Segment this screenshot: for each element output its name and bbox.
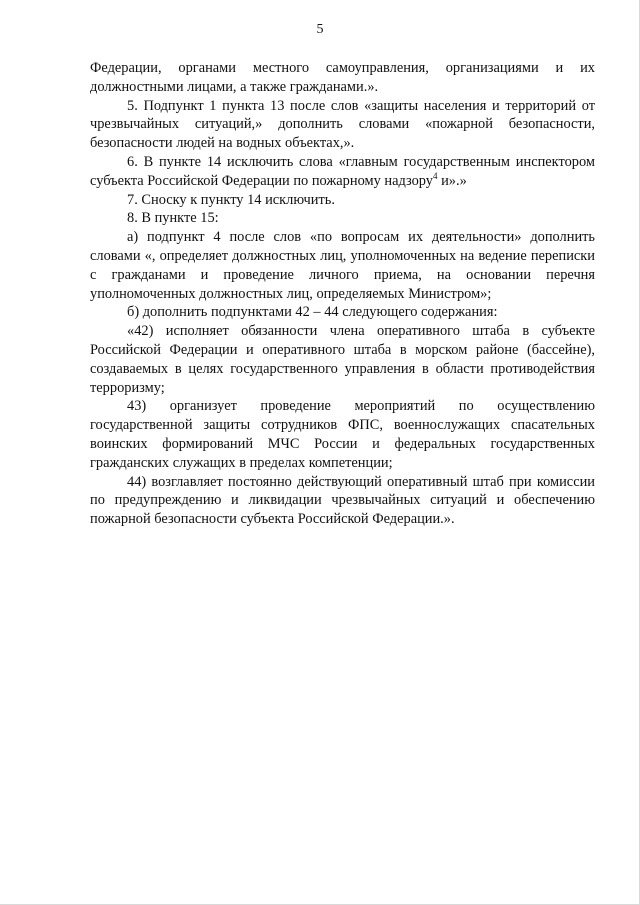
footnote-mark: 4: [433, 170, 438, 181]
paragraph-item-6: [90, 153, 595, 191]
paragraph-item-6-tail: и».»: [437, 172, 467, 189]
subparagraph-a: а) подпункт 4 после слов «по вопросам их деятельности» дополнить словами «, определяет должностных лиц, уполномоченных на ведение переписки с гражданами и проведение личного приема, на основании перечня уполномоченных должностных лиц, определяемых Министром»;: [90, 229, 595, 302]
document-body: [90, 59, 595, 529]
subparagraph-42: «42) исполняет обязанности члена оперативного штаба в субъекте Российской Федерации и оперативного штаба в морском районе (бассейне), создаваемых в целях государственного управления в области противодействия терроризму;: [90, 323, 595, 396]
paragraph-item-8: 8. В пункте 15:: [127, 210, 219, 227]
paragraph-item-5: 5. Подпункт 1 пункта 13 после слов «защиты населения и территорий от чрезвычайных ситуаций,» дополнить словами «пожарной безопасности, безопасности людей на водных объектах,».: [90, 97, 595, 152]
subparagraph-43: 43) организует проведение мероприятий по осуществлению государственной защиты сотрудников ФПС, военнослужащих спасательных воинских формирований МЧС России и федеральных государственных гражданских служащих в пределах компетенции;: [90, 398, 595, 471]
paragraph-continuation: Федерации, органами местного самоуправления, организациями и их должностными лицами, а также гражданами.».: [90, 60, 595, 95]
subparagraph-b: б) дополнить подпунктами 42 – 44 следующего содержания:: [127, 304, 498, 321]
subparagraph-44: 44) возглавляет постоянно действующий оперативный штаб при комиссии по предупреждению и ликвидации чрезвычайных ситуаций и обеспечению пожарной безопасности субъекта Российской Федерации.».: [90, 473, 595, 528]
page-number: 5: [316, 22, 324, 37]
paragraph-item-6-text: 6. В пункте 14 исключить слова «главным государственным инспектором субъекта Российской Федерации по пожарному надзору: [90, 153, 595, 189]
paragraph-item-7: 7. Сноску к пункту 14 исключить.: [127, 191, 335, 208]
